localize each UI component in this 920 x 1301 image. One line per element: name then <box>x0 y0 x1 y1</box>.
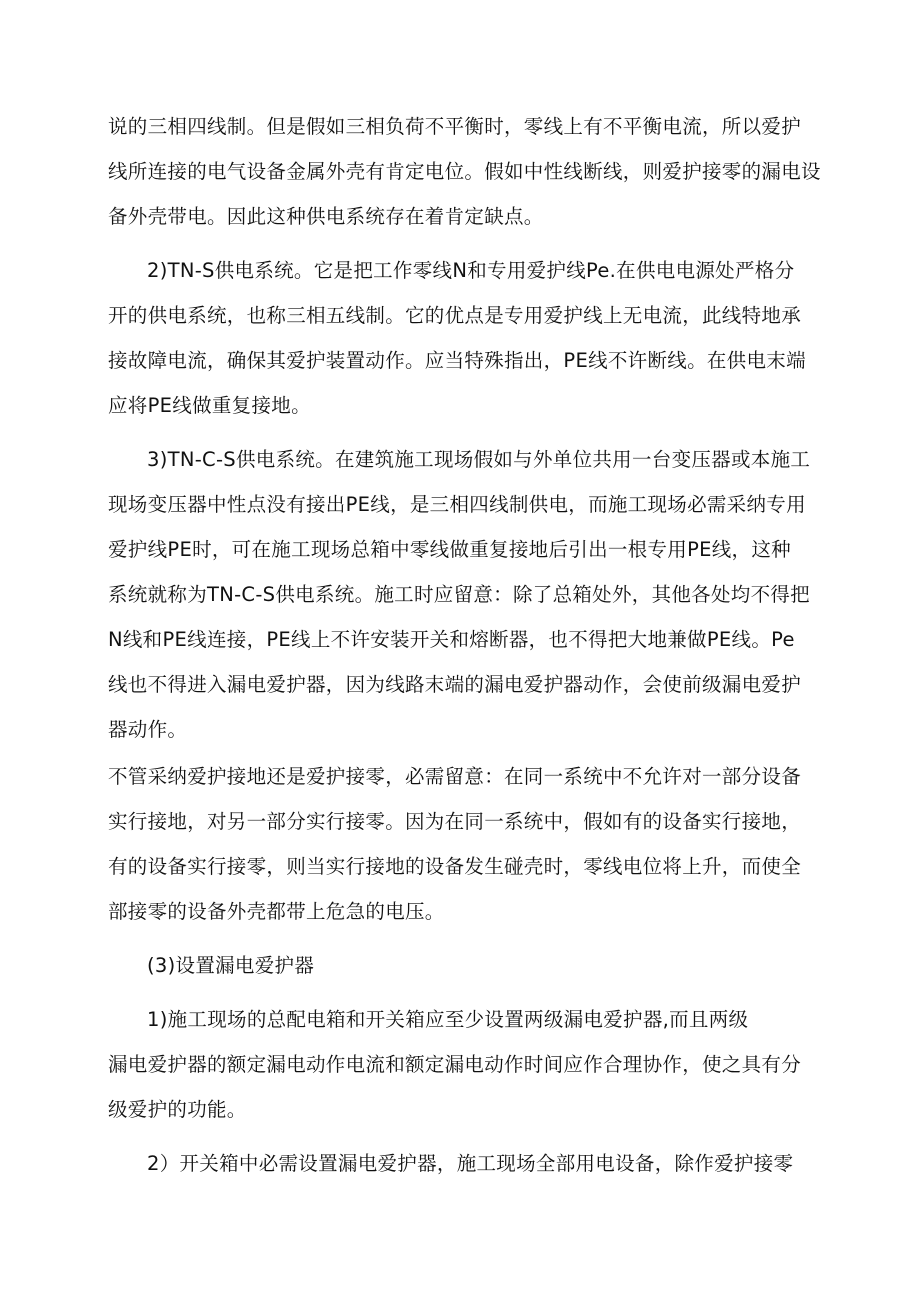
text-line: 应将PE线做重复接地。 <box>108 394 311 417</box>
text-line: 现场变压器中性点没有接出PE线，是三相四线制供电，而施工现场必需采纳专用 <box>108 493 806 516</box>
text-line: 实行接地，对另一部分实行接零。因为在同一系统中，假如有的设备实行接地， <box>108 810 802 833</box>
text-line: N线和PE线连接，PE线上不许安装开关和熔断器，也不得把大地兼做PE线。Pe <box>108 628 795 651</box>
text-line: 线也不得进入漏电爱护器，因为线路末端的漏电爱护器动作，会使前级漏电爱护 <box>108 673 802 696</box>
text-line: 说的三相四线制。但是假如三相负荷不平衡时，零线上有不平衡电流，所以爱护 <box>108 115 802 138</box>
text-line: 备外壳带电。因此这种供电系统存在着肯定缺点。 <box>108 205 544 228</box>
text-line: 系统就称为TN-C-S供电系统。施工时应留意：除了总箱处外，其他各处均不得把 <box>108 583 810 606</box>
text-line: 2）开关箱中必需设置漏电爱护器，施工现场全部用电设备，除作爱护接零 <box>147 1152 794 1175</box>
text-line: 2)TN-S供电系统。它是把工作零线N和专用爱护线Pe.在供电电源处严格分 <box>147 259 795 282</box>
text-line: 部接零的设备外壳都带上危急的电压。 <box>108 900 445 923</box>
text-line: 器动作。 <box>108 718 188 741</box>
text-line: 接故障电流，确保其爱护装置动作。应当特殊指出，PE线不许断线。在供电末端 <box>108 349 806 372</box>
text-line: 线所连接的电气设备金属外壳有肯定电位。假如中性线断线，则爱护接零的漏电设 <box>108 160 821 183</box>
text-line: 有的设备实行接零，则当实行接地的设备发生碰壳时，零线电位将上升，而使全 <box>108 855 802 878</box>
text-line: 漏电爱护器的额定漏电动作电流和额定漏电动作时间应作合理协作，使之具有分 <box>108 1053 802 1076</box>
text-line: 3)TN-C-S供电系统。在建筑施工现场假如与外单位共用一台变压器或本施工 <box>147 448 811 471</box>
text-line: 爱护线PE时，可在施工现场总箱中零线做重复接地后引出一根专用PE线，这种 <box>108 538 791 561</box>
text-line: 1)施工现场的总配电箱和开关箱应至少设置两级漏电爱护器,而且两级 <box>147 1008 749 1031</box>
section-heading: (3)设置漏电爱护器 <box>147 954 315 977</box>
text-line: 不管采纳爱护接地还是爱护接零，必需留意：在同一系统中不允许对一部分设备 <box>108 765 802 788</box>
text-line: 级爱护的功能。 <box>108 1098 247 1121</box>
text-line: 开的供电系统，也称三相五线制。它的优点是专用爱护线上无电流，此线特地承 <box>108 304 802 327</box>
